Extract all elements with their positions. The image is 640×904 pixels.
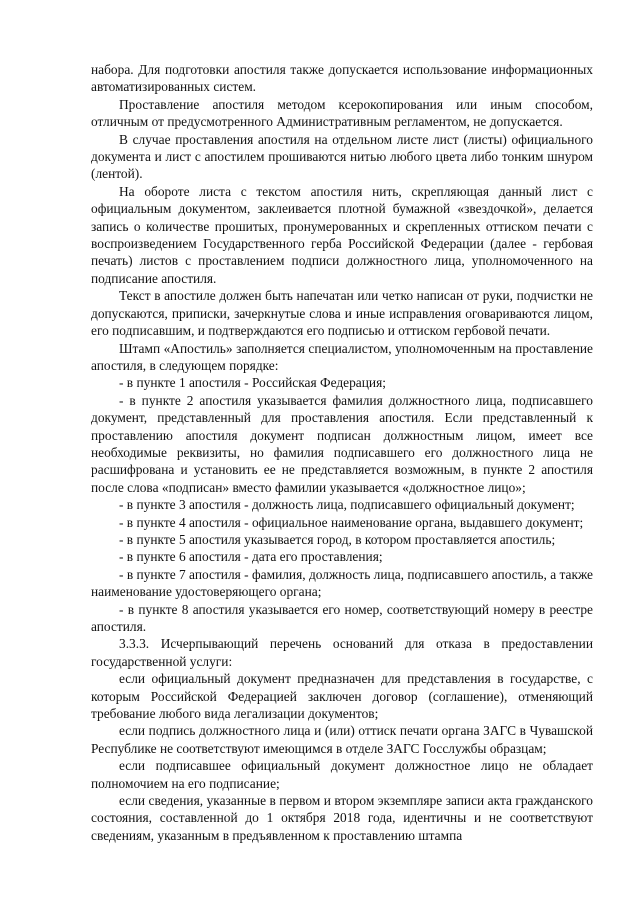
- paragraph-text-requirements: Текст в апостиле должен быть напечатан или четко написан от руки, подчистки не допускаются, приписки, зачеркнутые слова и иные исправления оговариваются лицом, его подписавшим, и подтверждаются его подписью и оттиском гербовой печати.: [91, 288, 593, 339]
- list-item-point-5: - в пункте 5 апостиля указывается город, в котором проставляется апостиль;: [119, 531, 556, 547]
- paragraph-reverse-side: На обороте листа с текстом апостиля нить, скрепляющая данный лист с официальным документом, заклеивается плотной бумажной «звездочкой», делается запись о количестве прошитых, пронумерованных и скрепленных оттиском печати с воспроизведением Государственного герба Российской Федерации (далее - гербовая печать) листов с проставлением подписи должностного лица, уполномоченного на подписание апостиля.: [91, 183, 593, 286]
- paragraph-separate-sheet: В случае проставления апостиля на отдельном листе лист (листы) официального документа и лист с апостилем прошиваются нитью любого цвета либо тонким шнуром (лентой).: [91, 131, 593, 182]
- list-item-point-4: - в пункте 4 апостиля - официальное наименование органа, выдавшего документ;: [119, 514, 584, 530]
- paragraph-no-photocopy: Проставление апостиля методом ксерокопирования или иным способом, отличным от предусмотренного Административным регламентом, не допускается.: [91, 96, 593, 130]
- list-item-point-2: - в пункте 2 апостиля указывается фамилия должностного лица, подписавшего документ, представленный для проставления апостиля. Если представленный к проставлению апостиля документ подписан должностным лицом, имеет все необходимые реквизиты, но фамилия подписавшего его должностного лица не расшифрована и установить ее не представляется возможным, в пункте 2 апостиля после слова «подписан» вместо фамилии указывается «должностное лицо»;: [91, 392, 593, 495]
- paragraph-stamp-filling: Штамп «Апостиль» заполняется специалистом, уполномоченным на проставление апостиля, в следующем порядке:: [91, 340, 593, 373]
- list-item-point-3: - в пункте 3 апостиля - должность лица, подписавшего официальный документ;: [119, 497, 575, 513]
- section-heading-3-3-3: 3.3.3. Исчерпывающий перечень оснований для отказа в предоставлении государственной услуги:: [91, 636, 593, 669]
- refusal-reason-records-mismatch: если сведения, указанные в первом и втором экземпляре записи акта гражданского состояния, составленной до 1 октября 2018 года, идентичны и не соответствуют сведениям, указанным в предъявленном к проставлению штампа: [91, 793, 593, 843]
- refusal-reason-no-authority: если подписавшее официальный документ должностное лицо не обладает полномочием на его подписание;: [91, 758, 593, 791]
- paragraph-automation: набора. Для подготовки апостиля также допускается использование информационных автоматизированных систем.: [91, 62, 593, 95]
- list-item-point-8: - в пункте 8 апостиля указывается его номер, соответствующий номеру в реестре апостиля.: [91, 601, 593, 634]
- refusal-reason-treaty: если официальный документ предназначен для представления в государстве, с которым Российской Федерацией заключен договор (соглашение), отменяющий требование любого вида легализации документов;: [91, 671, 593, 722]
- list-item-point-7: - в пункте 7 апостиля - фамилия, должность лица, подписавшего апостиль, а также наименование удостоверяющего органа;: [91, 566, 593, 600]
- list-item-point-6: - в пункте 6 апостиля - дата его проставления;: [119, 549, 383, 565]
- refusal-reason-signature-mismatch: если подпись должностного лица и (или) оттиск печати органа ЗАГС в Чувашской Республике не соответствуют имеющимся в отделе ЗАГС Госслужбы образцам;: [91, 723, 593, 756]
- list-item-point-1: - в пункте 1 апостиля - Российская Федерация;: [119, 375, 386, 391]
